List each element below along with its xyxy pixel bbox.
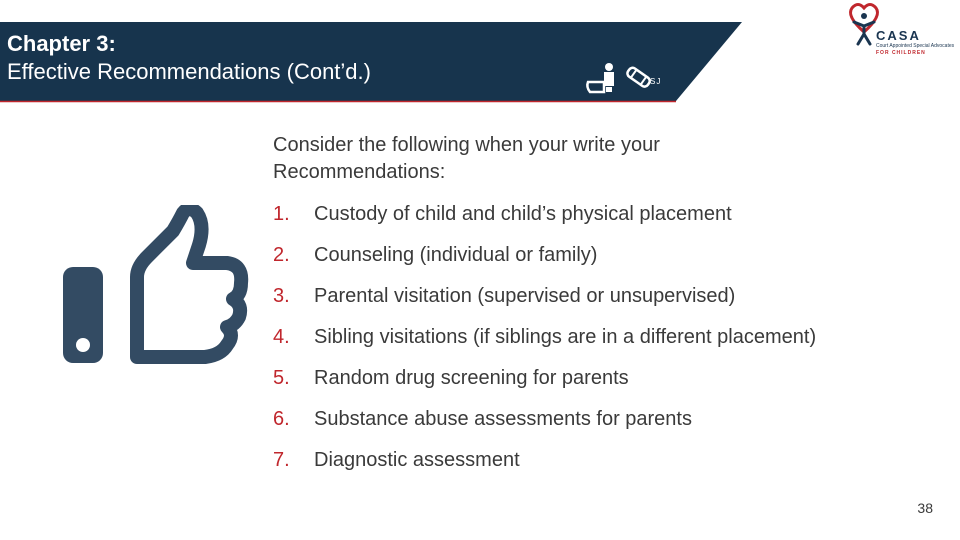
logo-tagline: Court Appointed Special Advocates: [876, 43, 955, 49]
list-item: [273, 241, 816, 282]
gavel-hand-icon: [584, 60, 654, 96]
chapter-subtitle: Effective Recommendations (Cont’d.): [7, 59, 371, 84]
list-item-text: Custody of child and child’s physical placement: [314, 203, 732, 225]
list-item-text: Sibling visitations (if siblings are in a different placement): [314, 326, 817, 348]
list-item: [273, 364, 816, 405]
signature-initials: SJ: [650, 77, 662, 86]
list-item: [273, 446, 816, 487]
list-item-number: 2.: [273, 244, 290, 266]
logo-tagline-2: FOR CHILDREN: [876, 50, 926, 56]
list-item-text: Parental visitation (supervised or unsupervised): [314, 285, 736, 307]
list-item-number: 6.: [273, 408, 290, 430]
list-item: [273, 405, 816, 446]
list-item-number: 5.: [273, 367, 290, 389]
chapter-label: Chapter 3:: [7, 31, 116, 56]
list-item-text: Counseling (individual or family): [314, 244, 598, 266]
list-item-number: 1.: [273, 203, 290, 225]
list-item-text: Diagnostic assessment: [314, 449, 520, 471]
list-item-number: 3.: [273, 285, 290, 307]
list-item: [273, 200, 816, 241]
list-item-number: 7.: [273, 449, 290, 471]
recommendations-list: [273, 200, 816, 487]
list-item-text: Substance abuse assessments for parents: [314, 408, 692, 430]
intro-text: Consider the following when your write your Recommendations:: [273, 134, 660, 183]
list-item: [273, 323, 816, 364]
page-number: 38: [917, 500, 933, 516]
page-title: [7, 30, 371, 86]
list-item: [273, 282, 816, 323]
list-item-text: Random drug screening for parents: [314, 367, 629, 389]
logo-name: CASA: [876, 28, 921, 43]
list-item-number: 4.: [273, 326, 290, 348]
thumbs-up-icon: [55, 205, 250, 365]
